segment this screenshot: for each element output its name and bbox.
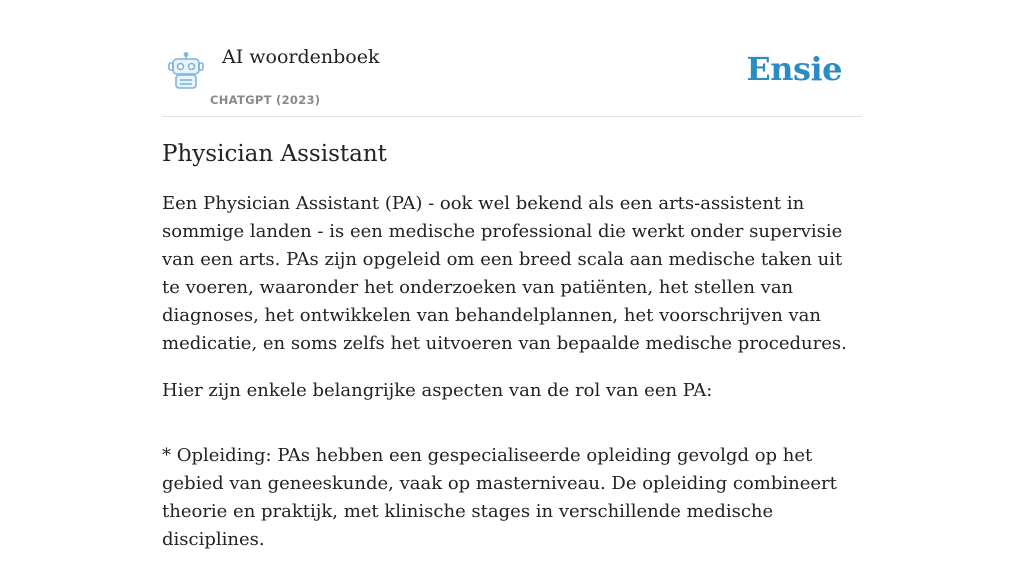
- source-subtitle: CHATGPT (2023): [210, 93, 321, 107]
- entry-paragraph: Een Physician Assistant (PA) - ook wel bekend als een arts-assistent in sommige landen - is een medische professional die werkt onder supervisie van een arts. PAs zijn opgeleid om een breed scala aan medische taken uit te voeren, waaronder het onderzoeken van patiënten, het stellen van diagnoses, het ontwikkelen van behandelplannen, het voorschrijven van medicatie, en soms zelfs het uitvoeren van bepaalde medische procedures.: [162, 193, 847, 354]
- entry-term: Physician Assistant: [162, 141, 387, 167]
- ensie-logo-link[interactable]: Ensie: [746, 50, 842, 88]
- source-header: [162, 38, 862, 117]
- entry-paragraph: Hier zijn enkele belangrijke aspecten van de rol van een PA:: [162, 380, 713, 401]
- robot-icon: [166, 52, 206, 90]
- entry-content: [162, 138, 862, 573]
- source-title[interactable]: AI woordenboek: [222, 46, 380, 68]
- entry-paragraph: * Opleiding: PAs hebben een gespecialiseerde opleiding gevolgd op het gebied van geneeskunde, vaak op masterniveau. De opleiding combineert theorie en praktijk, met klinische stages in verschillende medische disciplines.: [162, 445, 837, 550]
